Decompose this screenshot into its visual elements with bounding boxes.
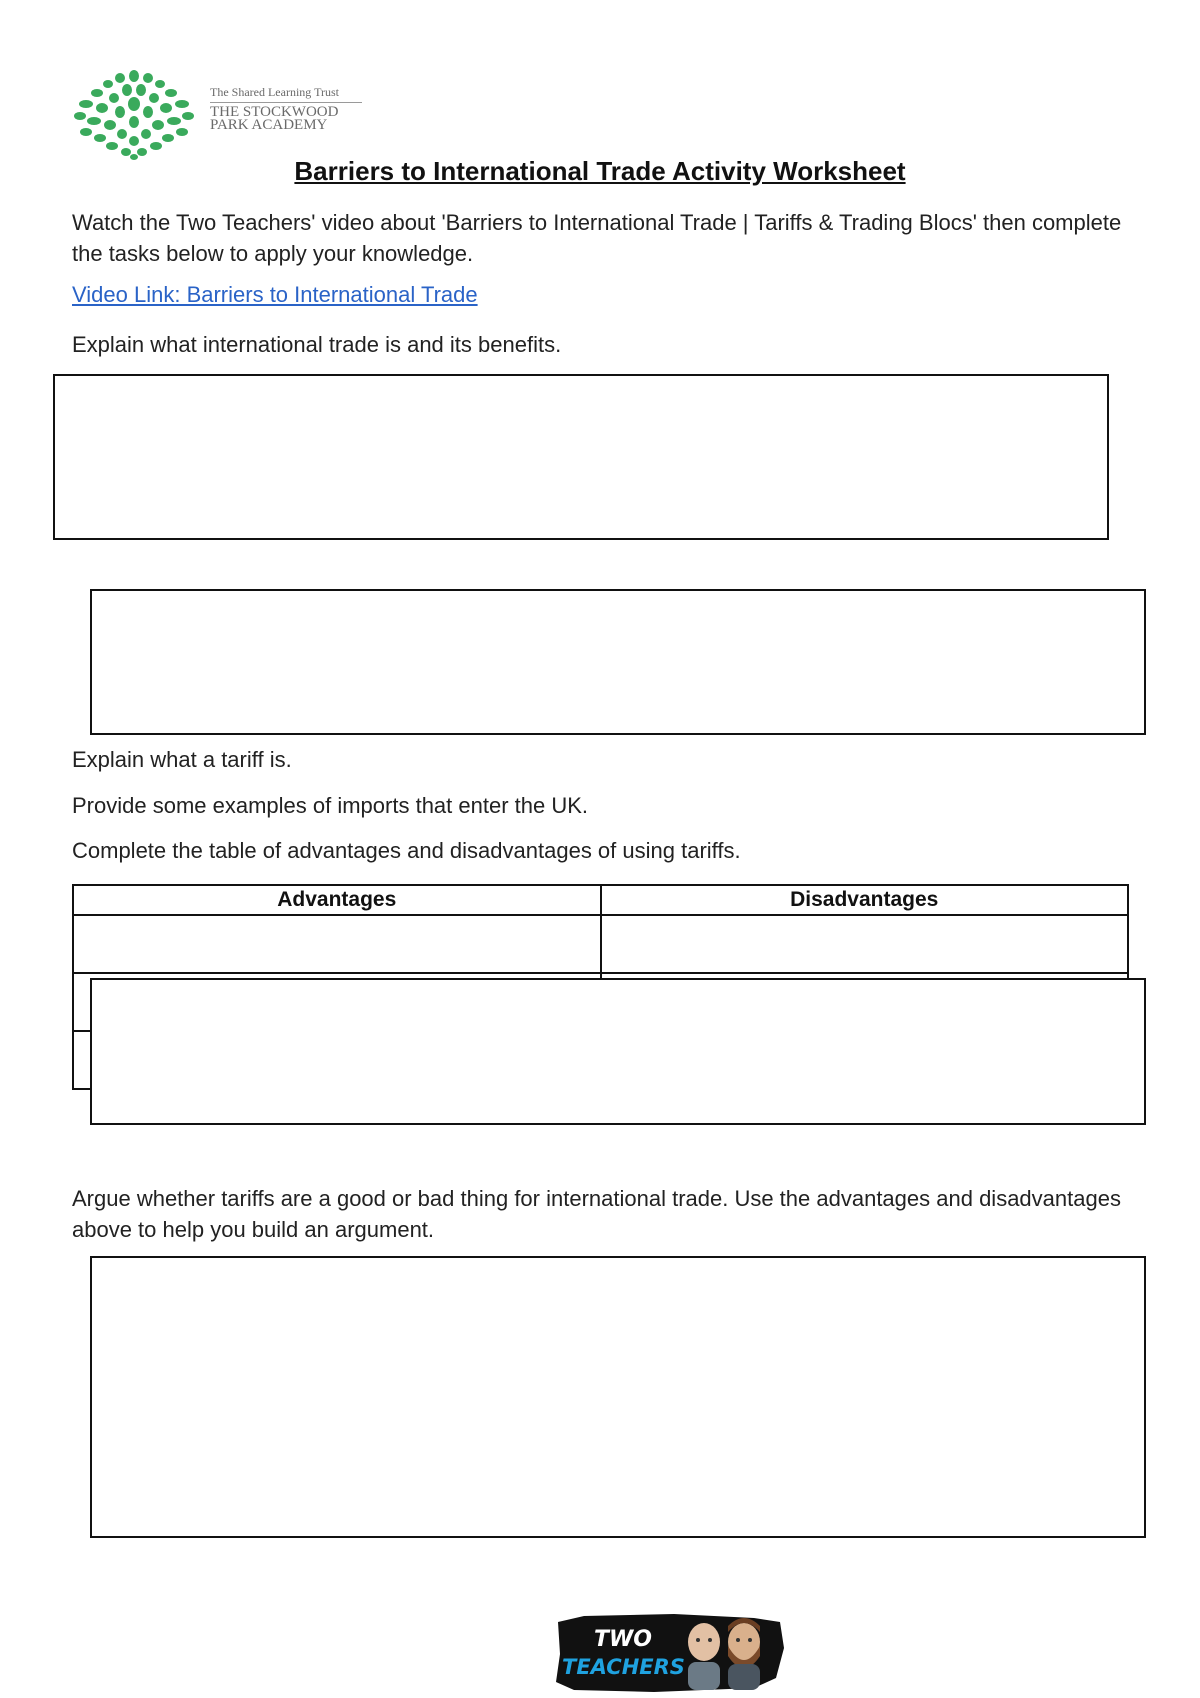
school-name-line2: PARK ACADEMY [210,117,328,133]
teacher-avatar-right-icon [728,1618,760,1690]
task-tariff: Explain what a tariff is. [72,747,292,772]
logo-divider [210,102,362,103]
school-name-line1: THE STOCKWOOD [210,104,339,120]
answer-box-international-trade[interactable] [53,374,1109,540]
answer-box-tariff[interactable] [90,589,1146,735]
task-international-trade: Explain what international trade is and its benefits. [72,332,562,357]
tree-logo-icon [72,68,196,160]
intro-text: Watch the Two Teachers' video about 'Barriers to International Trade | Tariffs & Trading Blocs' then complete the tasks below to apply your knowledge. [72,210,1122,266]
table-header-advantages: Advantages [73,885,601,915]
school-name [210,106,338,132]
table-cell-advantage[interactable] [73,915,601,973]
video-link[interactable]: Video Link: Barriers to International Trade [72,282,478,307]
table-row [73,915,1128,973]
logo-text-teachers: TEACHERS [562,1655,685,1679]
table-header-disadvantages: Disadvantages [601,885,1129,915]
school-logo [72,68,372,158]
task-imports: Provide some examples of imports that enter the UK. [72,793,589,818]
page-title: Barriers to International Trade Activity Worksheet [294,156,906,186]
answer-box-argument[interactable] [90,1256,1146,1538]
table-cell-disadvantage[interactable] [601,915,1129,973]
task-argue: Argue whether tariffs are a good or bad thing for international trade. Use the advantages and disadvantages above to help you build an argument. [72,1186,1121,1242]
logo-text-two: TWO [594,1627,652,1652]
task-table-instruction: Complete the table of advantages and disadvantages of using tariffs. [72,838,741,863]
answer-box-imports[interactable] [90,978,1146,1125]
two-teachers-logo [554,1608,786,1694]
trust-name: The Shared Learning Trust [210,85,339,99]
